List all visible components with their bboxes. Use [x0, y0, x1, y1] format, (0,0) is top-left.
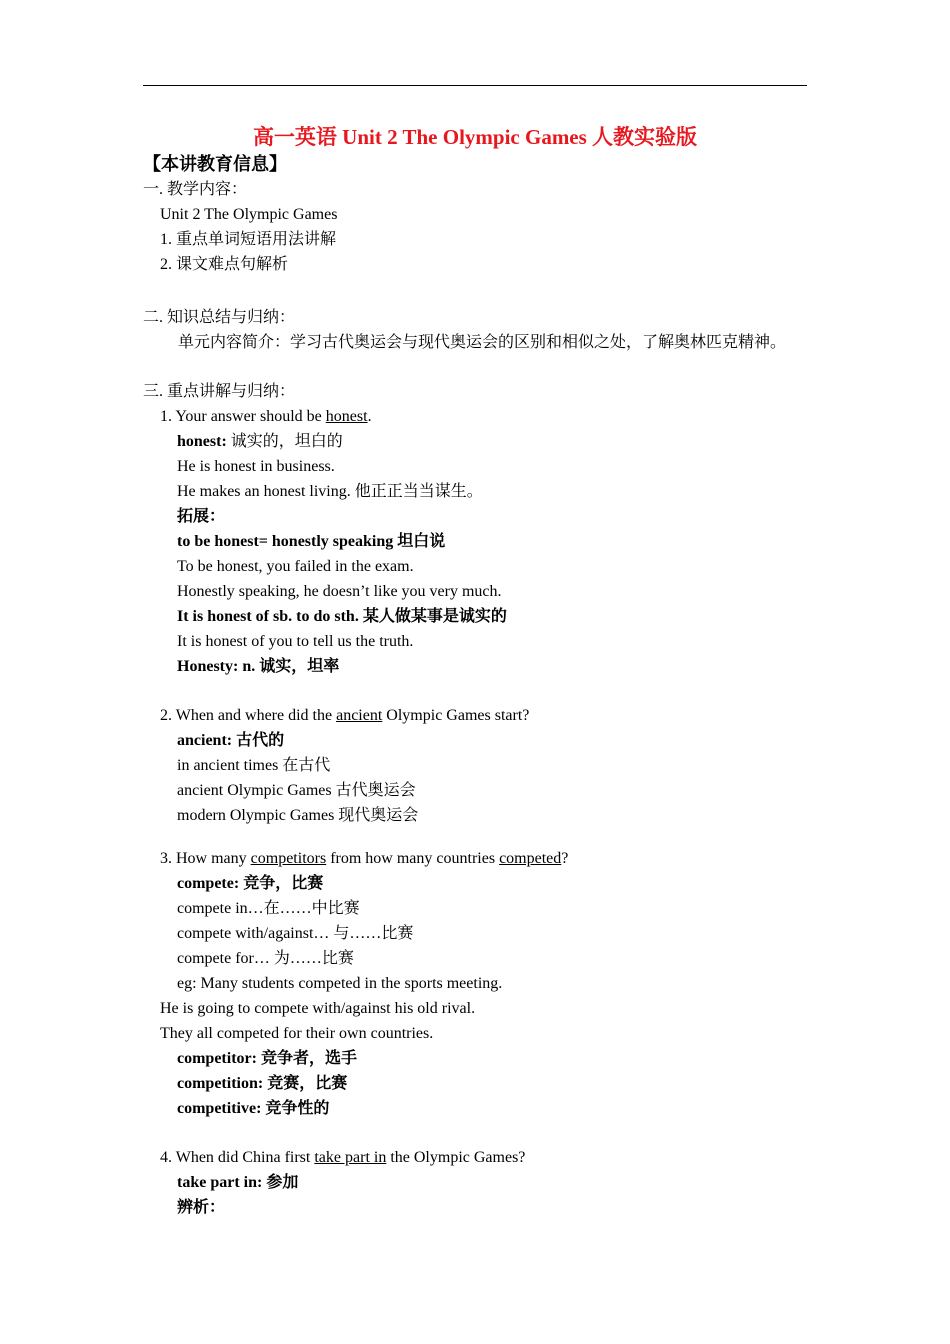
point3-example: compete for… 为……比赛 — [177, 950, 354, 967]
section2-heading: 二. 知识总结与归纳： — [143, 309, 296, 326]
point4-sentence — [160, 1148, 525, 1168]
point3-example: compete with/against… 与……比赛 — [177, 925, 414, 942]
point1-phrase: It is honest of sb. to do sth. 某人做某事是诚实的 — [177, 608, 507, 625]
point3-keyword: competitors — [250, 850, 327, 867]
section1-heading: 一. 教学内容： — [143, 181, 248, 198]
point4-definition: take part in: 参加 — [177, 1174, 299, 1191]
point1-definition-gloss: 诚实的，坦白的 — [226, 433, 343, 450]
point1-keyword: honest — [325, 408, 368, 425]
point3-example: eg: Many students competed in the sports meeting. — [177, 975, 503, 992]
point2-keyword: ancient — [336, 707, 383, 724]
point1-expand-label: 拓展： — [177, 508, 226, 525]
point3-derivative: competitor: 竞争者，选手 — [177, 1050, 357, 1067]
point2-example: modern Olympic Games 现代奥运会 — [177, 807, 419, 824]
section1-unit: Unit 2 The Olympic Games — [160, 206, 338, 223]
point2-post: Olympic Games start? — [382, 707, 530, 724]
point3-sentence — [160, 849, 568, 869]
point2-example: ancient Olympic Games 古代奥运会 — [177, 782, 416, 799]
point3-definition: compete: 竞争，比赛 — [177, 875, 324, 892]
point1-phrase: to be honest= honestly speaking 坦白说 — [177, 533, 446, 550]
point3-mid: from how many countries — [326, 850, 500, 867]
point1-post: . — [367, 408, 372, 425]
point3-derivative: competitive: 竞争性的 — [177, 1100, 330, 1117]
document-title: 高一英语 Unit 2 The Olympic Games 人教实验版 — [252, 125, 698, 149]
point1-example: To be honest, you failed in the exam. — [177, 558, 414, 575]
point2-sentence — [160, 706, 529, 726]
section1-item: 2. 课文难点句解析 — [160, 256, 289, 273]
point3-example: They all competed for their own countries. — [160, 1025, 434, 1042]
point3-derivative: competition: 竞赛，比赛 — [177, 1075, 348, 1092]
point1-definition-term: honest: — [177, 433, 227, 450]
point4-analysis-label: 辨析： — [177, 1199, 226, 1216]
point1-noun: Honesty: n. 诚实，坦率 — [177, 658, 340, 675]
header-rule — [143, 85, 807, 86]
section3-heading: 三. 重点讲解与归纳： — [143, 383, 296, 400]
point3-post: ? — [561, 850, 569, 867]
point2-definition: ancient: 古代的 — [177, 732, 285, 749]
point3-pre: 3. How many — [160, 850, 251, 867]
point2-example: in ancient times 在古代 — [177, 757, 331, 774]
point1-definition — [177, 432, 343, 452]
point4-pre: 4. When did China first — [160, 1149, 315, 1166]
point4-post: the Olympic Games? — [386, 1149, 526, 1166]
point3-keyword: competed — [499, 850, 562, 867]
section1-item: 1. 重点单词短语用法讲解 — [160, 231, 337, 248]
point1-example: He is honest in business. — [177, 458, 335, 475]
point4-keyword: take part in — [314, 1149, 387, 1166]
info-header: 【本讲教育信息】 — [143, 154, 287, 174]
point1-example: Honestly speaking, he doesn’t like you very much. — [177, 583, 502, 600]
point3-example: compete in…在……中比赛 — [177, 900, 360, 917]
point1-sentence — [160, 407, 372, 427]
point1-example: He makes an honest living. 他正正当当谋生。 — [177, 483, 483, 500]
point1-example: It is honest of you to tell us the truth. — [177, 633, 414, 650]
section2-summary: 单元内容简介：学习古代奥运会与现代奥运会的区别和相似之处，了解奥林匹克精神。 — [178, 334, 787, 351]
point2-pre: 2. When and where did the — [160, 707, 337, 724]
point3-example: He is going to compete with/against his old rival. — [160, 1000, 476, 1017]
point1-pre: 1. Your answer should be — [160, 408, 326, 425]
